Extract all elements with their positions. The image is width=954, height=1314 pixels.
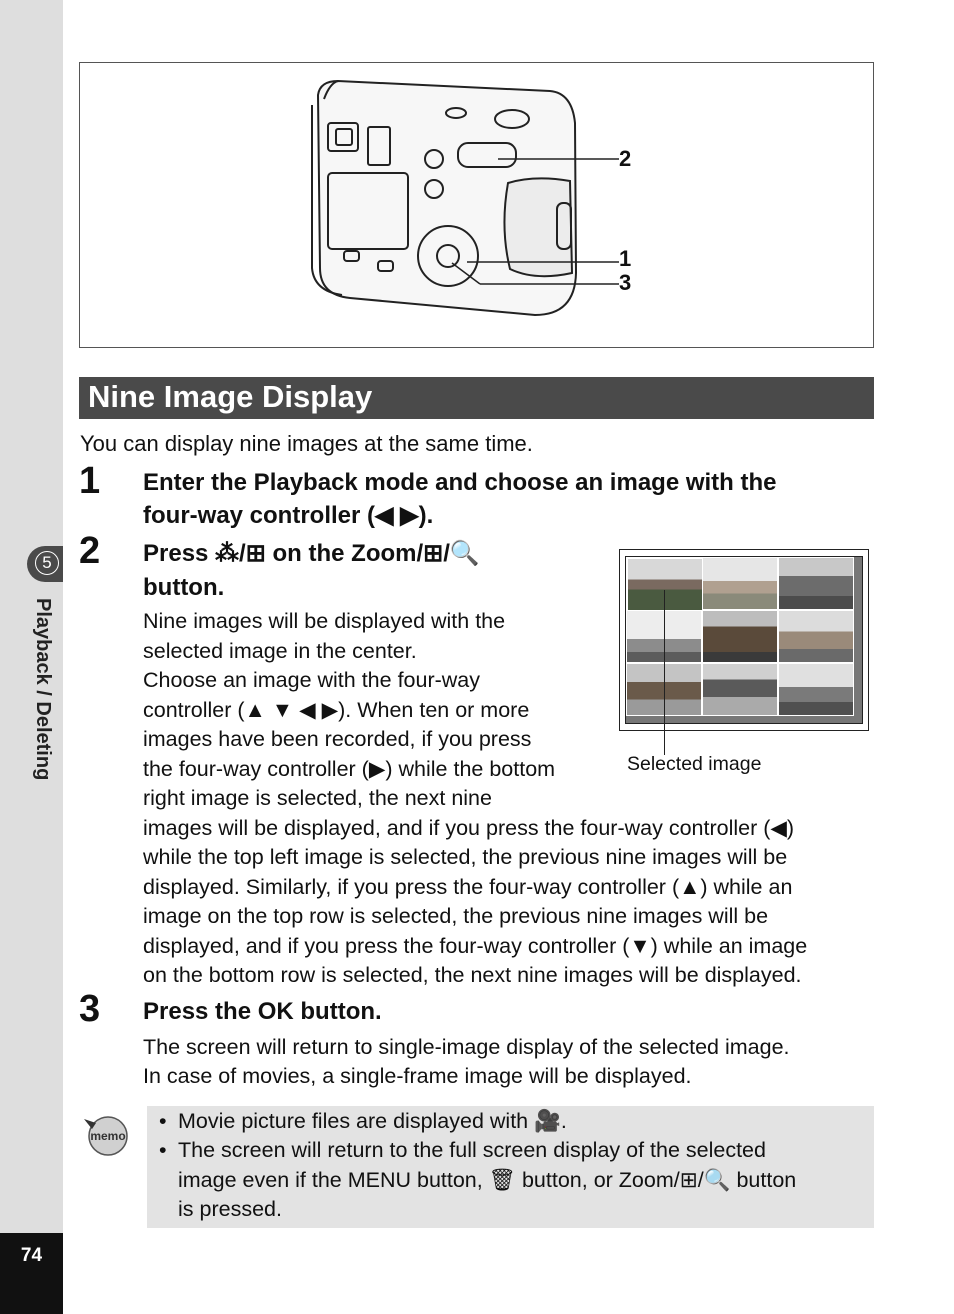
memo-icon	[80, 1113, 132, 1164]
step-2-body-line-10: displayed. Similarly, if you press the four-way controller (▲) while an	[143, 875, 793, 899]
step-2-body-line-2: selected image in the center.	[143, 639, 417, 663]
memo-bullet: •	[159, 1138, 167, 1162]
step-3-title: Press the OK button.	[143, 998, 382, 1025]
step-2-body-line-5: images have been recorded, if you press	[143, 727, 532, 751]
thumbnail-2	[702, 557, 778, 610]
step-3-number: 3	[79, 988, 101, 1030]
page-number: 74	[20, 1245, 43, 1266]
step-2-body-line-4: controller (▲ ▼ ◀ ▶). When ten or more	[143, 698, 530, 722]
camera-illustration	[80, 63, 873, 347]
chapter-number: 5	[35, 551, 59, 575]
memo-item-2-line-3: is pressed.	[178, 1197, 282, 1221]
thumbnail-6	[778, 610, 854, 663]
selected-image-leader-line	[664, 590, 665, 755]
chapter-number-tab	[27, 546, 63, 582]
selected-image-caption: Selected image	[627, 753, 762, 775]
camera-figure	[79, 62, 874, 348]
step-3-body-line-1: The screen will return to single-image display of the selected image.	[143, 1035, 790, 1059]
step-3-body-line-2: In case of movies, a single-frame image will be displayed.	[143, 1064, 692, 1088]
step-2-title-line-1: Press ⁂/⊞ on the Zoom/⊞/🔍	[143, 540, 480, 567]
intro-text: You can display nine images at the same time.	[80, 431, 533, 456]
callout-1: 1	[619, 246, 632, 271]
callout-3: 3	[619, 270, 632, 295]
thumbnail-5	[702, 610, 778, 663]
step-2-body-line-1: Nine images will be displayed with the	[143, 609, 506, 633]
step-1-title-line-1: Enter the Playback mode and choose an image with the	[143, 469, 777, 496]
step-2-body-line-9: while the top left image is selected, the previous nine images will be	[143, 845, 788, 869]
section-heading-bar	[79, 377, 874, 419]
memo-item-1-line-1: Movie picture files are displayed with 🎥.	[178, 1109, 567, 1133]
step-2-number: 2	[79, 530, 101, 572]
step-2-body-line-11: image on the top row is selected, the previous nine images will be	[143, 904, 769, 928]
step-2-body-line-8: images will be displayed, and if you press the four-way controller (◀)	[143, 816, 795, 840]
step-2-body-line-3: Choose an image with the four-way	[143, 668, 481, 692]
thumbnail-grid	[625, 556, 863, 724]
step-1-number: 1	[79, 460, 101, 502]
callout-2: 2	[619, 146, 632, 171]
page-number-box	[0, 1233, 63, 1314]
thumbnail-8	[702, 663, 778, 716]
step-2-body-line-13: on the bottom row is selected, the next nine images will be displayed.	[143, 963, 802, 987]
chapter-title: Playback / Deleting	[32, 598, 54, 781]
thumbnail-1-selected	[626, 557, 704, 612]
step-2-body-line-7: right image is selected, the next nine	[143, 786, 492, 810]
memo-item-2-line-2: image even if the MENU button, 🗑 button, or Zoom/⊞/🔍 button	[178, 1167, 797, 1192]
step-2-body-line-12: displayed, and if you press the four-way controller (▼) while an image	[143, 934, 808, 958]
step-2-body-line-6: the four-way controller (▶) while the bottom	[143, 757, 556, 781]
section-title: Nine Image Display	[88, 379, 373, 414]
nine-image-screen	[619, 549, 869, 731]
step-1-title-line-2: four-way controller (◀ ▶).	[143, 502, 434, 529]
memo-item-2-line-1: The screen will return to the full screen display of the selected	[178, 1138, 766, 1162]
memo-box	[147, 1106, 874, 1228]
step-2-title-line-2: button.	[143, 574, 225, 601]
memo-bullet: •	[159, 1109, 167, 1133]
thumbnail-3	[778, 557, 854, 610]
thumbnail-9	[778, 663, 854, 716]
memo-icon-label: memo	[90, 1129, 126, 1143]
